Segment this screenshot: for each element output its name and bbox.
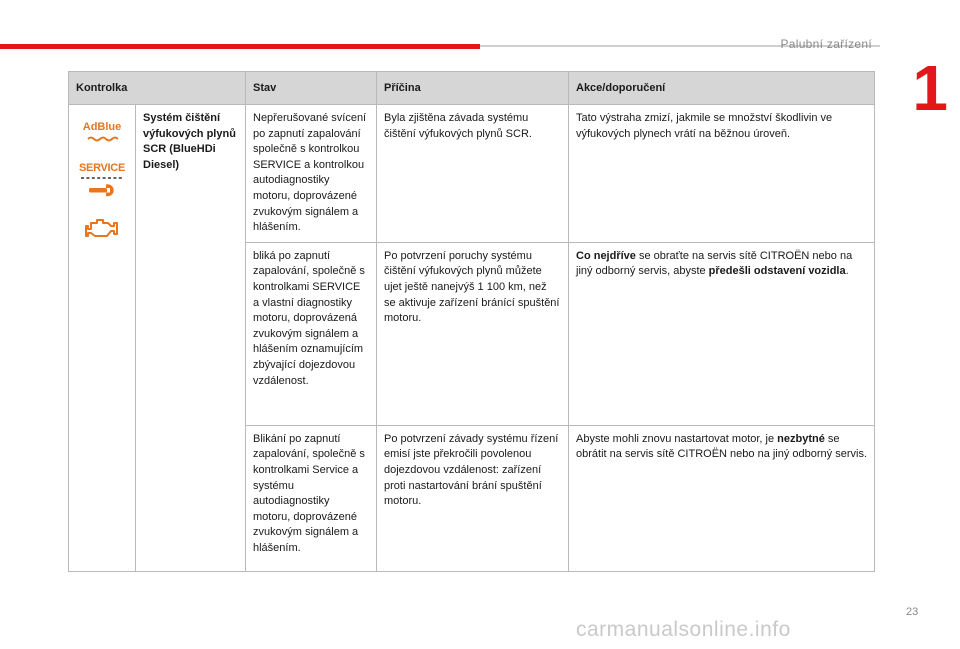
cause-cell: Byla zjištěna závada systému čištění výfukových plynů SCR. <box>377 105 569 243</box>
action-text: se obraťte na servis sítě CITROËN nebo na jiný odborný servis, abyste <box>576 249 853 278</box>
col-header-kontrolka: Kontrolka <box>69 72 246 105</box>
action-cell <box>569 105 875 243</box>
table-row <box>69 105 875 243</box>
table-header-row <box>69 72 875 105</box>
system-name: Systém čištění výfukových plynů SCR (BlueHDi Diesel) <box>143 112 236 171</box>
header-red-bar <box>0 44 480 49</box>
col-header-stav: Stav <box>246 72 377 105</box>
system-name-cell <box>136 105 246 572</box>
warning-icons-cell <box>69 105 136 572</box>
action-emphasis-2: předešli odstavení vozidla <box>708 265 846 278</box>
service-wrench-icon <box>79 159 125 203</box>
col-header-pricina: Příčina <box>377 72 569 105</box>
chapter-number: 1 <box>912 52 948 124</box>
state-cell: Nepřerušované svícení po zapnutí zapalování společně s kontrolkou SERVICE a kontrolkou autodiagnostiky motoru, doprovázené zvukovým signálem a hlášením. <box>246 105 377 243</box>
adblue-icon <box>80 117 124 147</box>
section-title: Palubní zařízení <box>780 37 872 51</box>
action-cell <box>569 242 875 425</box>
page-number: 23 <box>906 606 919 618</box>
action-text-end: se obrátit na servis sítě CITROËN nebo na jiný odborný servis. <box>576 432 868 461</box>
state-cell: bliká po zapnutí zapalování, společně s kontrolkami SERVICE a vlastní diagnostiky motoru, doprovázená zvukovým signálem a hlášením oznamujícím zbývající dojezdovou vzdálenost. <box>246 242 377 425</box>
col-header-akce: Akce/doporučení <box>569 72 875 105</box>
watermark: carmanualsonline.info <box>576 618 791 641</box>
action-emphasis: nezbytné <box>777 432 825 445</box>
cause-cell: Po potvrzení poruchy systému čištění výfukových plynů můžete ujet ještě nanejvýš 1 100 km, než se aktivuje zařízení bránící spuštění motoru. <box>377 242 569 425</box>
warning-lights-table <box>68 71 875 572</box>
cause-cell: Po potvrzení závady systému řízení emisí jste překročili povolenou dojezdovou vzdálenost: zařízení proti nastartování brání spuštění motoru. <box>377 425 569 571</box>
state-cell: Blikání po zapnutí zapalování, společně s kontrolkami Service a systému autodiagnostiky motoru, doprovázené zvukovým signálem a hlášením. <box>246 425 377 571</box>
action-text-end: . <box>845 265 849 278</box>
service-icon-label: SERVICE <box>79 162 125 174</box>
action-text: Tato výstraha zmizí, jakmile se množství škodlivin ve výfukových plynech vrátí na běžnou úroveň. <box>576 112 833 140</box>
engine-icon <box>82 215 122 243</box>
action-emphasis: Co nejdříve <box>576 249 636 262</box>
action-cell <box>569 425 875 571</box>
adblue-icon-label: AdBlue <box>82 121 122 133</box>
action-text: Abyste mohli znovu nastartovat motor, je <box>576 432 778 445</box>
